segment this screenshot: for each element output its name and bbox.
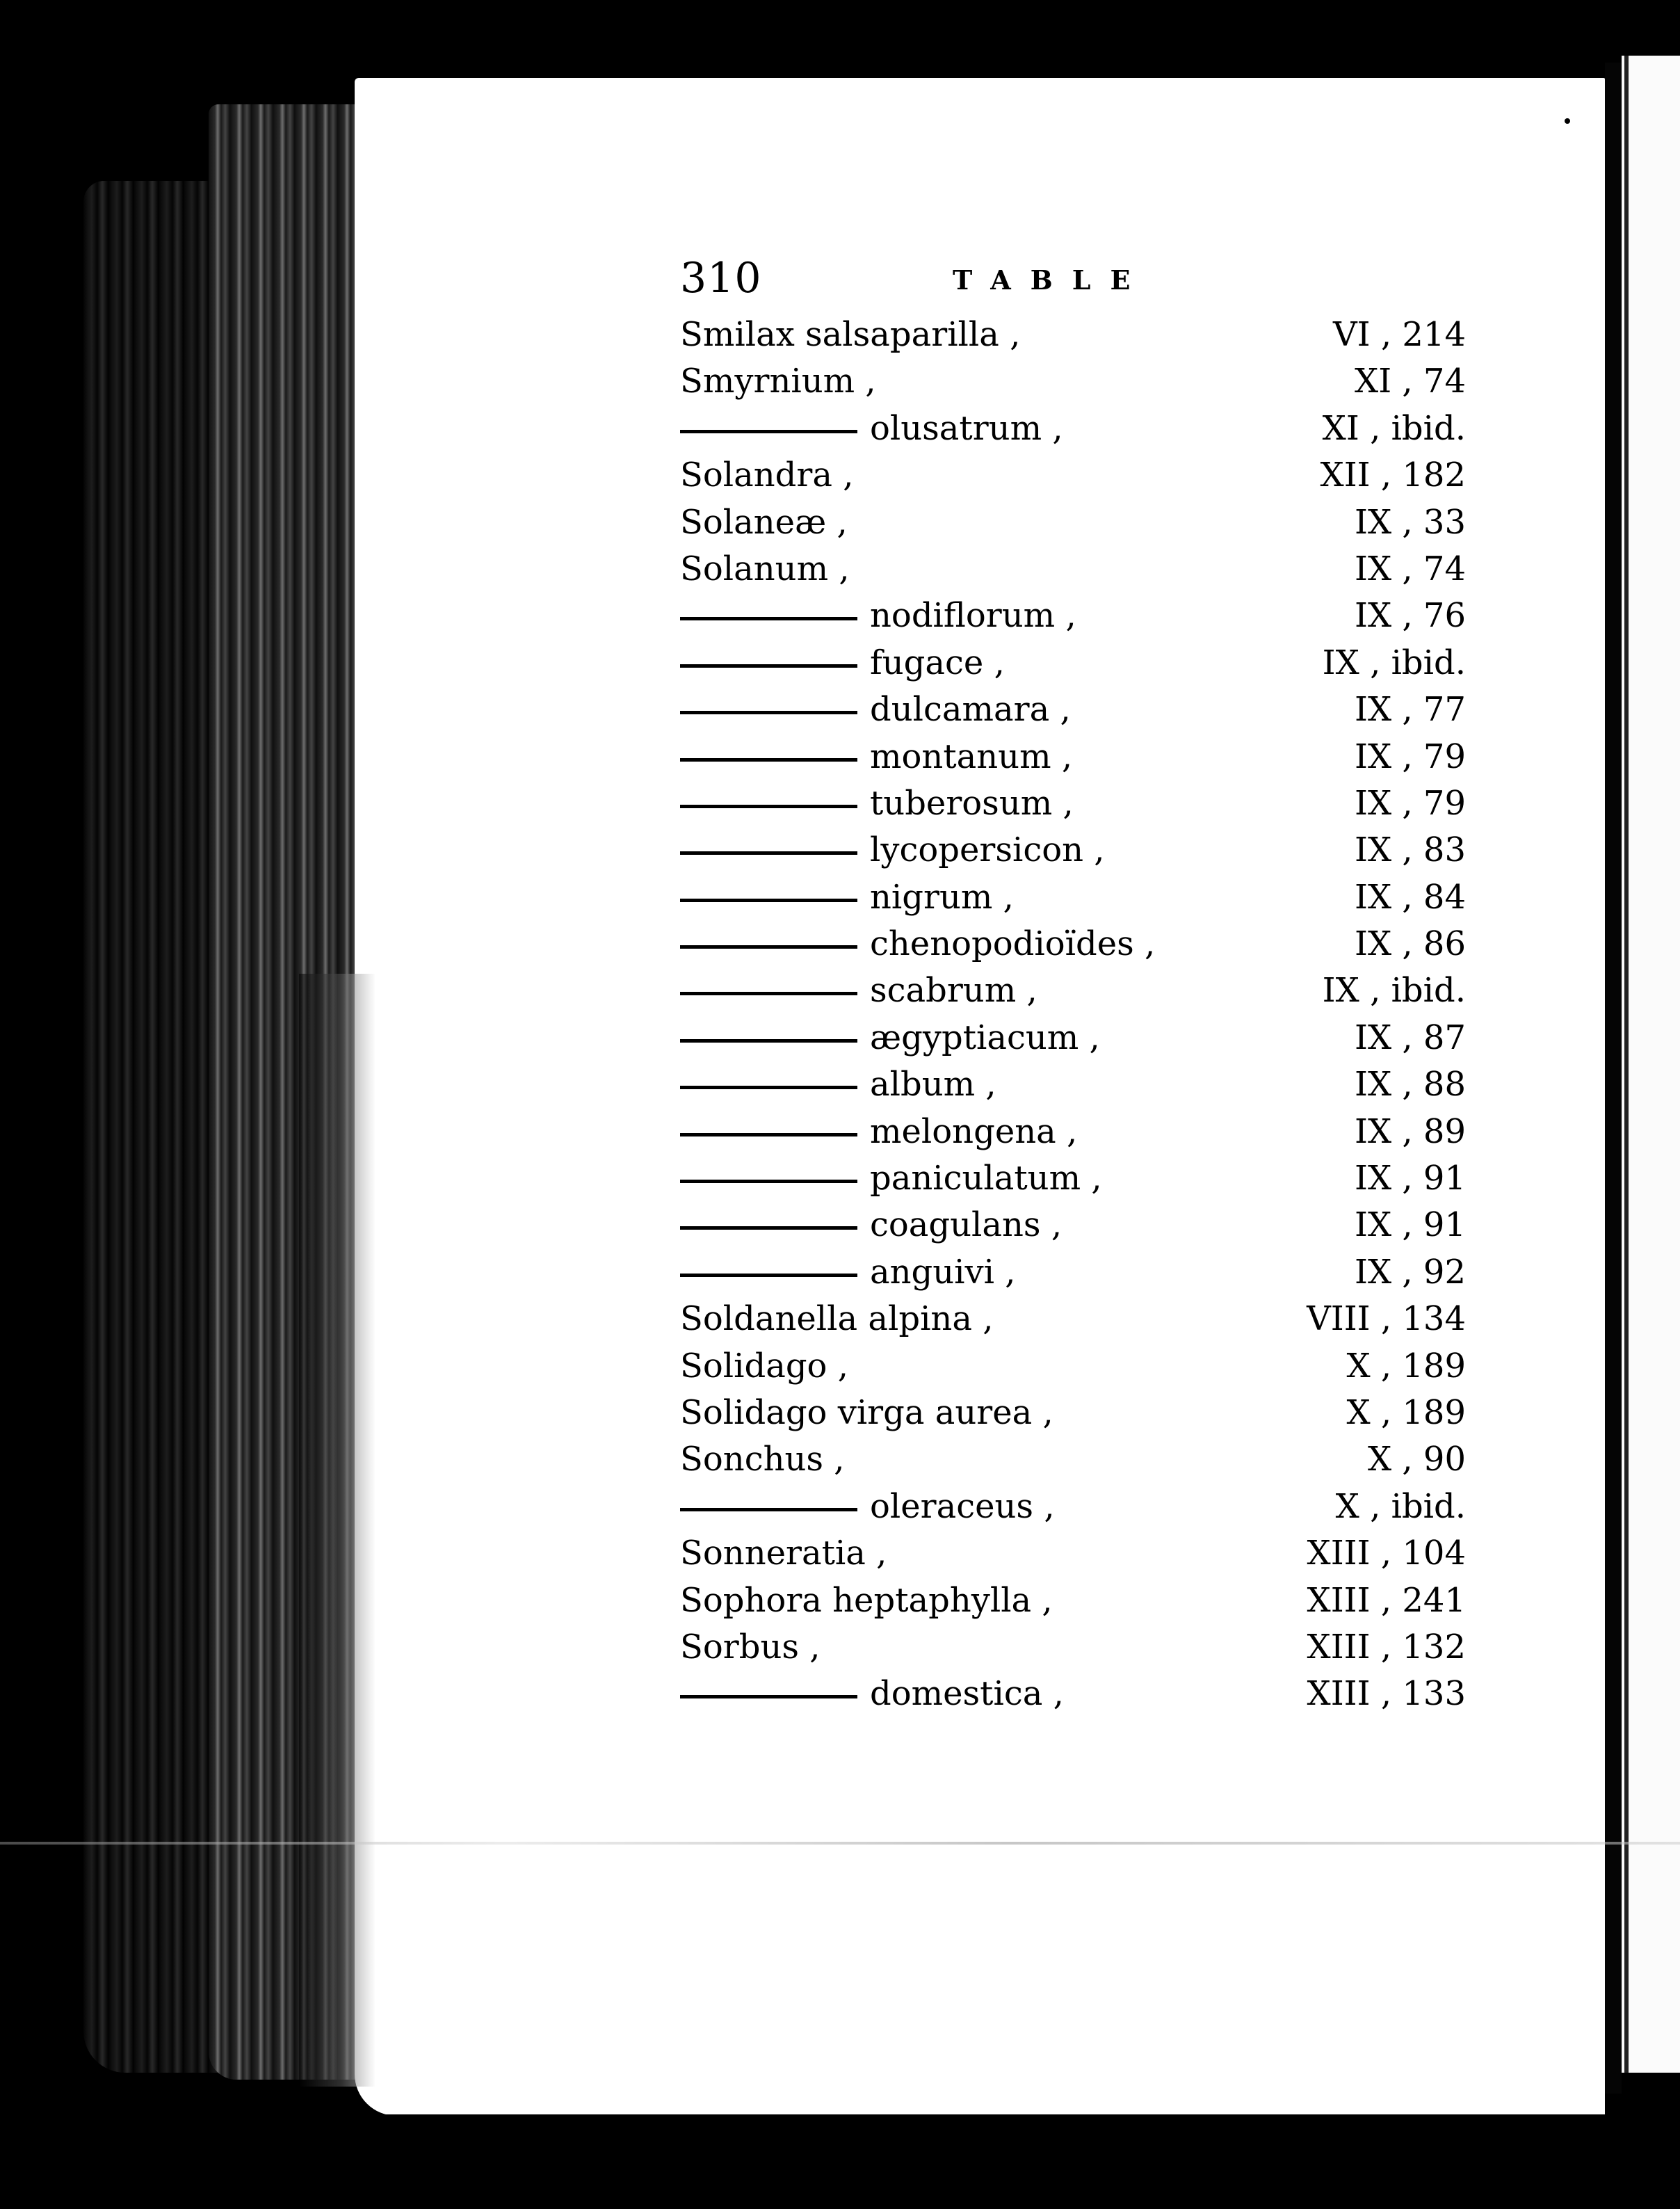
entry-reference: XIII , 241 [1307, 1580, 1466, 1620]
entry-name: lycopersicon , [870, 830, 1105, 870]
ditto-rule [680, 430, 857, 433]
index-entry [680, 405, 1466, 452]
ditto-rule [680, 1508, 857, 1511]
sub-entry [680, 1202, 1062, 1248]
sub-entry [680, 734, 1072, 780]
entry-reference: VI , 214 [1332, 315, 1466, 354]
ditto-rule [680, 1695, 857, 1698]
sub-entry [680, 1155, 1102, 1202]
index-entry [680, 312, 1466, 358]
index-entry [680, 1015, 1466, 1061]
ditto-rule [680, 1180, 857, 1183]
sub-entry [680, 921, 1155, 967]
index-entry [680, 358, 1466, 405]
entry-reference: IX , 79 [1355, 737, 1466, 776]
entry-name: Smyrnium , [680, 362, 876, 401]
entry-reference: XI , ibid. [1322, 408, 1466, 448]
index-entry [680, 1296, 1466, 1342]
entry-name: nigrum , [870, 877, 1014, 917]
entry-reference: IX , 79 [1355, 783, 1466, 823]
index-entry [680, 1109, 1466, 1155]
entry-reference: IX , 76 [1355, 596, 1466, 636]
entry-reference: IX , 84 [1355, 877, 1466, 917]
entry-name: olusatrum , [870, 408, 1063, 448]
ditto-rule [680, 758, 857, 762]
entry-reference: X , ibid. [1335, 1486, 1466, 1526]
index-table [680, 312, 1466, 1718]
ditto-rule [680, 1226, 857, 1230]
entry-reference: IX , 88 [1355, 1065, 1466, 1104]
entry-name: dulcamara , [870, 690, 1071, 730]
entry-reference: IX , 83 [1355, 830, 1466, 870]
entry-name: paniculatum , [870, 1159, 1102, 1198]
index-entry [680, 921, 1466, 967]
scan-bottom-shadow [0, 2114, 1680, 2209]
entry-name: Sophora heptaphylla , [680, 1580, 1053, 1620]
entry-reference: X , 90 [1367, 1440, 1466, 1479]
ditto-rule [680, 851, 857, 855]
sub-entry [680, 1671, 1064, 1717]
sub-entry [680, 593, 1076, 639]
sub-entry [680, 640, 1005, 686]
ditto-rule [680, 617, 857, 620]
index-entry [680, 874, 1466, 921]
index-entry [680, 1484, 1466, 1530]
running-head: TABLE [953, 264, 1150, 296]
entry-name: montanum , [870, 737, 1073, 776]
index-entry [680, 1343, 1466, 1390]
entry-reference: IX , 77 [1355, 690, 1466, 730]
index-entry [680, 1061, 1466, 1108]
ditto-rule [680, 945, 857, 949]
entry-reference: XIII , 132 [1307, 1627, 1466, 1666]
ditto-rule [680, 1086, 857, 1089]
index-entry [680, 546, 1466, 593]
ditto-rule [680, 711, 857, 714]
entry-reference: IX , 33 [1355, 502, 1466, 542]
sub-entry [680, 405, 1063, 452]
ditto-rule [680, 1274, 857, 1277]
index-entry [680, 1671, 1466, 1717]
entry-name: scabrum , [870, 971, 1037, 1011]
index-entry [680, 1390, 1466, 1436]
sub-entry [680, 1015, 1100, 1061]
entry-name: Solidago , [680, 1346, 848, 1385]
entry-name: Sorbus , [680, 1627, 821, 1666]
entry-name: chenopodioïdes , [870, 924, 1156, 964]
index-entry [680, 1624, 1466, 1671]
index-entry [680, 452, 1466, 499]
entry-reference: IX , 91 [1355, 1205, 1466, 1245]
entry-reference: IX , 87 [1355, 1018, 1466, 1057]
entry-name: fugace , [870, 643, 1005, 682]
entry-name: domestica , [870, 1674, 1064, 1714]
index-entry [680, 827, 1466, 874]
entry-name: Smilax salsaparilla , [680, 315, 1021, 354]
entry-reference: IX , 92 [1355, 1252, 1466, 1292]
index-entry [680, 686, 1466, 733]
sub-entry [680, 967, 1037, 1014]
entry-name: Sonchus , [680, 1440, 845, 1479]
entry-name: Solaneæ , [680, 502, 848, 542]
entry-reference: XIII , 104 [1307, 1534, 1466, 1573]
ditto-rule [680, 1039, 857, 1043]
page-gutter-shadow [299, 974, 375, 2087]
entry-reference: X , 189 [1346, 1346, 1466, 1385]
book-spine [1605, 63, 1622, 2094]
entry-reference: VIII , 134 [1307, 1299, 1466, 1339]
index-entry [680, 640, 1466, 686]
entry-reference: XIII , 133 [1307, 1674, 1466, 1714]
index-entry [680, 499, 1466, 546]
facing-page-edge [1622, 56, 1680, 2073]
entry-name: oleraceus , [870, 1486, 1055, 1526]
sub-entry [680, 827, 1105, 874]
index-entry [680, 593, 1466, 639]
index-entry [680, 1436, 1466, 1483]
ditto-rule [680, 992, 857, 995]
sub-entry [680, 1249, 1016, 1296]
entry-name: nodiflorum , [870, 596, 1076, 636]
entry-reference: XII , 182 [1320, 456, 1466, 495]
ditto-rule [680, 805, 857, 808]
entry-name: tuberosum , [870, 783, 1074, 823]
ditto-rule [680, 1133, 857, 1136]
scan-artifact-line [0, 1842, 1680, 1845]
entry-name: Soldanella alpina , [680, 1299, 994, 1339]
ink-speck [1565, 118, 1570, 124]
entry-name: Solandra , [680, 456, 854, 495]
index-entry [680, 734, 1466, 780]
entry-reference: IX , ibid. [1322, 643, 1466, 682]
sub-entry [680, 1061, 996, 1108]
sub-entry [680, 1109, 1077, 1155]
entry-name: anguivi , [870, 1252, 1016, 1292]
sub-entry [680, 1484, 1055, 1530]
index-entry [680, 1202, 1466, 1248]
entry-name: Solidago virga aurea , [680, 1392, 1053, 1432]
ditto-rule [680, 899, 857, 902]
sub-entry [680, 874, 1014, 921]
entry-name: ægyptiacum , [870, 1018, 1100, 1057]
entry-reference: IX , 89 [1355, 1111, 1466, 1151]
index-entry [680, 1577, 1466, 1624]
entry-reference: XI , 74 [1355, 362, 1466, 401]
entry-name: melongena , [870, 1111, 1078, 1151]
index-entry [680, 1530, 1466, 1577]
sub-entry [680, 780, 1074, 827]
entry-name: Solanum , [680, 549, 850, 588]
entry-reference: IX , ibid. [1322, 971, 1466, 1011]
index-entry [680, 967, 1466, 1014]
page-number: 310 [680, 254, 762, 303]
sub-entry [680, 686, 1071, 733]
index-entry [680, 1249, 1466, 1296]
index-entry [680, 780, 1466, 827]
facing-page-border [1624, 56, 1629, 2073]
entry-reference: X , 189 [1346, 1392, 1466, 1432]
index-entry [680, 1155, 1466, 1202]
entry-name: coagulans , [870, 1205, 1063, 1245]
ditto-rule [680, 664, 857, 668]
entry-name: Sonneratia , [680, 1534, 887, 1573]
entry-reference: IX , 74 [1355, 549, 1466, 588]
entry-reference: IX , 91 [1355, 1159, 1466, 1198]
entry-reference: IX , 86 [1355, 924, 1466, 964]
entry-name: album , [870, 1065, 996, 1104]
